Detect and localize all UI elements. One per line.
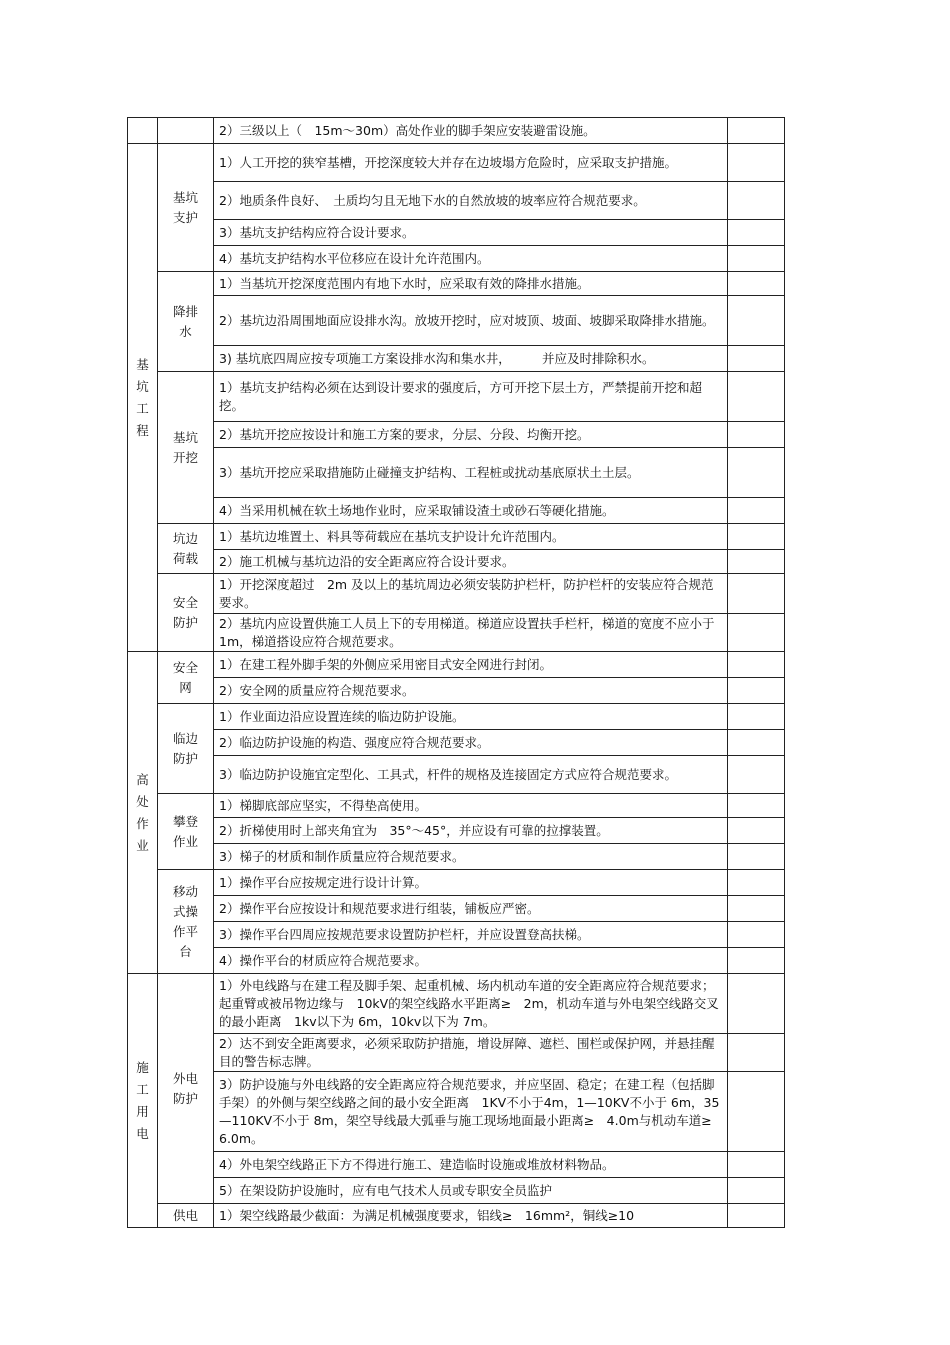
table-row — [128, 448, 785, 498]
table-row — [128, 896, 785, 922]
result-cell[interactable] — [728, 1072, 785, 1152]
item-category-cell — [158, 794, 214, 870]
table-row — [128, 1034, 785, 1072]
table-row — [128, 818, 785, 844]
result-cell[interactable] — [728, 498, 785, 524]
inspection-requirement: 3）操作平台四周应按规范要求设置防护栏杆，并应设置登高扶梯。 — [214, 922, 728, 948]
item-category-cell — [158, 272, 214, 372]
result-cell[interactable] — [728, 730, 785, 756]
section-category-cell — [128, 144, 158, 652]
inspection-requirement: 2）操作平台应按设计和规范要求进行组装，铺板应严密。 — [214, 896, 728, 922]
item-category-cell — [158, 870, 214, 974]
inspection-requirement: 1）当基坑开挖深度范围内有地下水时，应采取有效的降排水措施。 — [214, 272, 728, 296]
table-row — [128, 220, 785, 246]
result-cell[interactable] — [728, 844, 785, 870]
inspection-table-body — [128, 118, 785, 1228]
table-row — [128, 296, 785, 346]
item-category-label: 安全网 — [172, 659, 198, 695]
item-category-label: 坑边荷载 — [172, 530, 198, 566]
section-category-label: 高处作业 — [136, 771, 149, 853]
item-category-label: 基坑开挖 — [172, 429, 198, 465]
table-row — [128, 704, 785, 730]
result-cell[interactable] — [728, 1204, 785, 1228]
result-cell[interactable] — [728, 448, 785, 498]
item-category-cell — [158, 574, 214, 652]
result-cell[interactable] — [728, 678, 785, 704]
inspection-requirement: 4）当采用机械在软土场地作业时，应采取铺设渣土或砂石等硬化措施。 — [214, 498, 728, 524]
section-category-cell — [128, 652, 158, 974]
section-category-cell — [128, 118, 158, 144]
result-cell[interactable] — [728, 794, 785, 818]
item-category-label: 基坑支护 — [172, 189, 198, 225]
table-row — [128, 422, 785, 448]
result-cell[interactable] — [728, 704, 785, 730]
inspection-requirement: 2）基坑边沿周围地面应设排水沟。放坡开挖时，应对坡顶、坡面、坡脚采取降排水措施。 — [214, 296, 728, 346]
table-row — [128, 246, 785, 272]
inspection-requirement: 1）梯脚底部应坚实，不得垫高使用。 — [214, 794, 728, 818]
inspection-requirement: 4）基坑支护结构水平位移应在设计允许范围内。 — [214, 246, 728, 272]
result-cell[interactable] — [728, 1178, 785, 1204]
inspection-requirement: 3）临边防护设施宜定型化、工具式，杆件的规格及连接固定方式应符合规范要求。 — [214, 756, 728, 794]
result-cell[interactable] — [728, 974, 785, 1034]
table-row — [128, 346, 785, 372]
section-category-label: 施工用电 — [136, 1059, 149, 1141]
section-category-label: 基坑工程 — [136, 356, 149, 438]
inspection-requirement: 2）三级以上（ 15m～30m）高处作业的脚手架应安装避雷设施。 — [214, 118, 728, 144]
item-category-label: 供电 — [172, 1207, 198, 1223]
item-category-label: 安全防护 — [172, 594, 198, 630]
table-row — [128, 272, 785, 296]
inspection-requirement: 2）临边防护设施的构造、强度应符合规范要求。 — [214, 730, 728, 756]
inspection-requirement: 2）地质条件良好、 土质均匀且无地下水的自然放坡的坡率应符合规范要求。 — [214, 182, 728, 220]
item-category-cell — [158, 118, 214, 144]
inspection-requirement: 2）达不到安全距离要求，必须采取防护措施，增设屏障、遮栏、围栏或保护网，并悬挂醒目的警告标志牌。 — [214, 1034, 728, 1072]
inspection-requirement: 2）折梯使用时上部夹角宜为 35°～45°，并应设有可靠的拉撑装置。 — [214, 818, 728, 844]
inspection-requirement: 3）基坑支护结构应符合设计要求。 — [214, 220, 728, 246]
table-row — [128, 730, 785, 756]
table-row — [128, 118, 785, 144]
table-row — [128, 870, 785, 896]
table-row — [128, 1178, 785, 1204]
result-cell[interactable] — [728, 422, 785, 448]
item-category-label: 临边防护 — [172, 730, 198, 766]
inspection-requirement: 5）在架设防护设施时，应有电气技术人员或专职安全员监护 — [214, 1178, 728, 1204]
result-cell[interactable] — [728, 1152, 785, 1178]
table-row — [128, 844, 785, 870]
inspection-requirement: 4）外电架空线路正下方不得进行施工、建造临时设施或堆放材料物品。 — [214, 1152, 728, 1178]
result-cell[interactable] — [728, 756, 785, 794]
table-row — [128, 574, 785, 614]
inspection-requirement: 2）施工机械与基坑边沿的安全距离应符合设计要求。 — [214, 550, 728, 574]
inspection-requirement: 1）作业面边沿应设置连续的临边防护设施。 — [214, 704, 728, 730]
table-row — [128, 524, 785, 550]
result-cell[interactable] — [728, 614, 785, 652]
result-cell[interactable] — [728, 182, 785, 220]
inspection-requirement: 1）操作平台应按规定进行设计计算。 — [214, 870, 728, 896]
inspection-requirement: 3）基坑开挖应采取措施防止碰撞支护结构、工程桩或扰动基底原状土土层。 — [214, 448, 728, 498]
inspection-requirement: 2）安全网的质量应符合规范要求。 — [214, 678, 728, 704]
item-category-cell — [158, 652, 214, 704]
item-category-label: 外电防护 — [172, 1070, 198, 1106]
item-category-cell — [158, 144, 214, 272]
table-row — [128, 678, 785, 704]
result-cell[interactable] — [728, 220, 785, 246]
section-category-cell — [128, 974, 158, 1228]
table-row — [128, 1204, 785, 1228]
inspection-table — [127, 117, 785, 1228]
table-row — [128, 182, 785, 220]
table-row — [128, 1072, 785, 1152]
table-row — [128, 794, 785, 818]
inspection-requirement: 2）基坑开挖应按设计和施工方案的要求，分层、分段、均衡开挖。 — [214, 422, 728, 448]
item-category-cell — [158, 1204, 214, 1228]
inspection-requirement: 2）基坑内应设置供施工人员上下的专用梯道。梯道应设置扶手栏杆，梯道的宽度不应小于 1m，梯道搭设应符合规范要求。 — [214, 614, 728, 652]
result-cell[interactable] — [728, 1034, 785, 1072]
result-cell[interactable] — [728, 296, 785, 346]
result-cell[interactable] — [728, 652, 785, 678]
item-category-cell — [158, 372, 214, 524]
inspection-requirement: 1）人工开挖的狭窄基槽，开挖深度较大并存在边坡塌方危险时，应采取支护措施。 — [214, 144, 728, 182]
table-row — [128, 550, 785, 574]
result-cell[interactable] — [728, 922, 785, 948]
table-row — [128, 974, 785, 1034]
result-cell[interactable] — [728, 272, 785, 296]
inspection-requirement: 1）基坑支护结构必须在达到设计要求的强度后，方可开挖下层土方，严禁提前开挖和超挖。 — [214, 372, 728, 422]
inspection-requirement: 1）外电线路与在建工程及脚手架、起重机械、场内机动车道的安全距离应符合规范要求； 起重臂或被吊物边缘与 10kV的架空线路水平距离≥ 2m，机动车道与外电架空线路交叉的最小距离 1kv以下为 6m，10kv以下为 7m。 — [214, 974, 728, 1034]
inspection-requirement: 3）梯子的材质和制作质量应符合规范要求。 — [214, 844, 728, 870]
item-category-cell — [158, 974, 214, 1204]
table-row — [128, 144, 785, 182]
result-cell[interactable] — [728, 818, 785, 844]
table-row — [128, 652, 785, 678]
item-category-cell — [158, 704, 214, 794]
result-cell[interactable] — [728, 144, 785, 182]
table-row — [128, 756, 785, 794]
result-cell[interactable] — [728, 896, 785, 922]
result-cell[interactable] — [728, 372, 785, 422]
inspection-requirement: 3）防护设施与外电线路的安全距离应符合规范要求，并应坚固、稳定；在建工程（包括脚手架）的外侧与架空线路之间的最小安全距离 1KV不小于4m，1—10KV不小于 6m，35—110KV不小于 8m，架空导线最大弧垂与施工现场地面最小距离≥ 4.0m与机动车道≥ 6.0m。 — [214, 1072, 728, 1152]
inspection-requirement: 1）基坑边堆置土、料具等荷载应在基坑支护设计允许范围内。 — [214, 524, 728, 550]
table-row — [128, 1152, 785, 1178]
result-cell[interactable] — [728, 550, 785, 574]
table-row — [128, 498, 785, 524]
table-row — [128, 372, 785, 422]
result-cell[interactable] — [728, 524, 785, 550]
table-row — [128, 948, 785, 974]
table-row — [128, 614, 785, 652]
inspection-requirement: 1）架空线路最少截面：为满足机械强度要求，铝线≥ 16mm²，铜线≥10 — [214, 1204, 728, 1228]
result-cell[interactable] — [728, 948, 785, 974]
item-category-label: 攀登作业 — [172, 813, 198, 849]
inspection-requirement: 4）操作平台的材质应符合规范要求。 — [214, 948, 728, 974]
inspection-requirement: 1）开挖深度超过 2m 及以上的基坑周边必须安装防护栏杆，防护栏杆的安装应符合规范要求。 — [214, 574, 728, 614]
table-row — [128, 922, 785, 948]
inspection-requirement: 1）在建工程外脚手架的外侧应采用密目式安全网进行封闭。 — [214, 652, 728, 678]
inspection-requirement: 3) 基坑底四周应按专项施工方案设排水沟和集水井， 并应及时排除积水。 — [214, 346, 728, 372]
result-cell[interactable] — [728, 346, 785, 372]
item-category-cell — [158, 524, 214, 574]
result-cell[interactable] — [728, 246, 785, 272]
item-category-label: 降排水 — [172, 303, 198, 339]
item-category-label: 移动式操作平台 — [172, 883, 198, 959]
result-cell[interactable] — [728, 574, 785, 614]
result-cell[interactable] — [728, 870, 785, 896]
result-cell[interactable] — [728, 118, 785, 144]
